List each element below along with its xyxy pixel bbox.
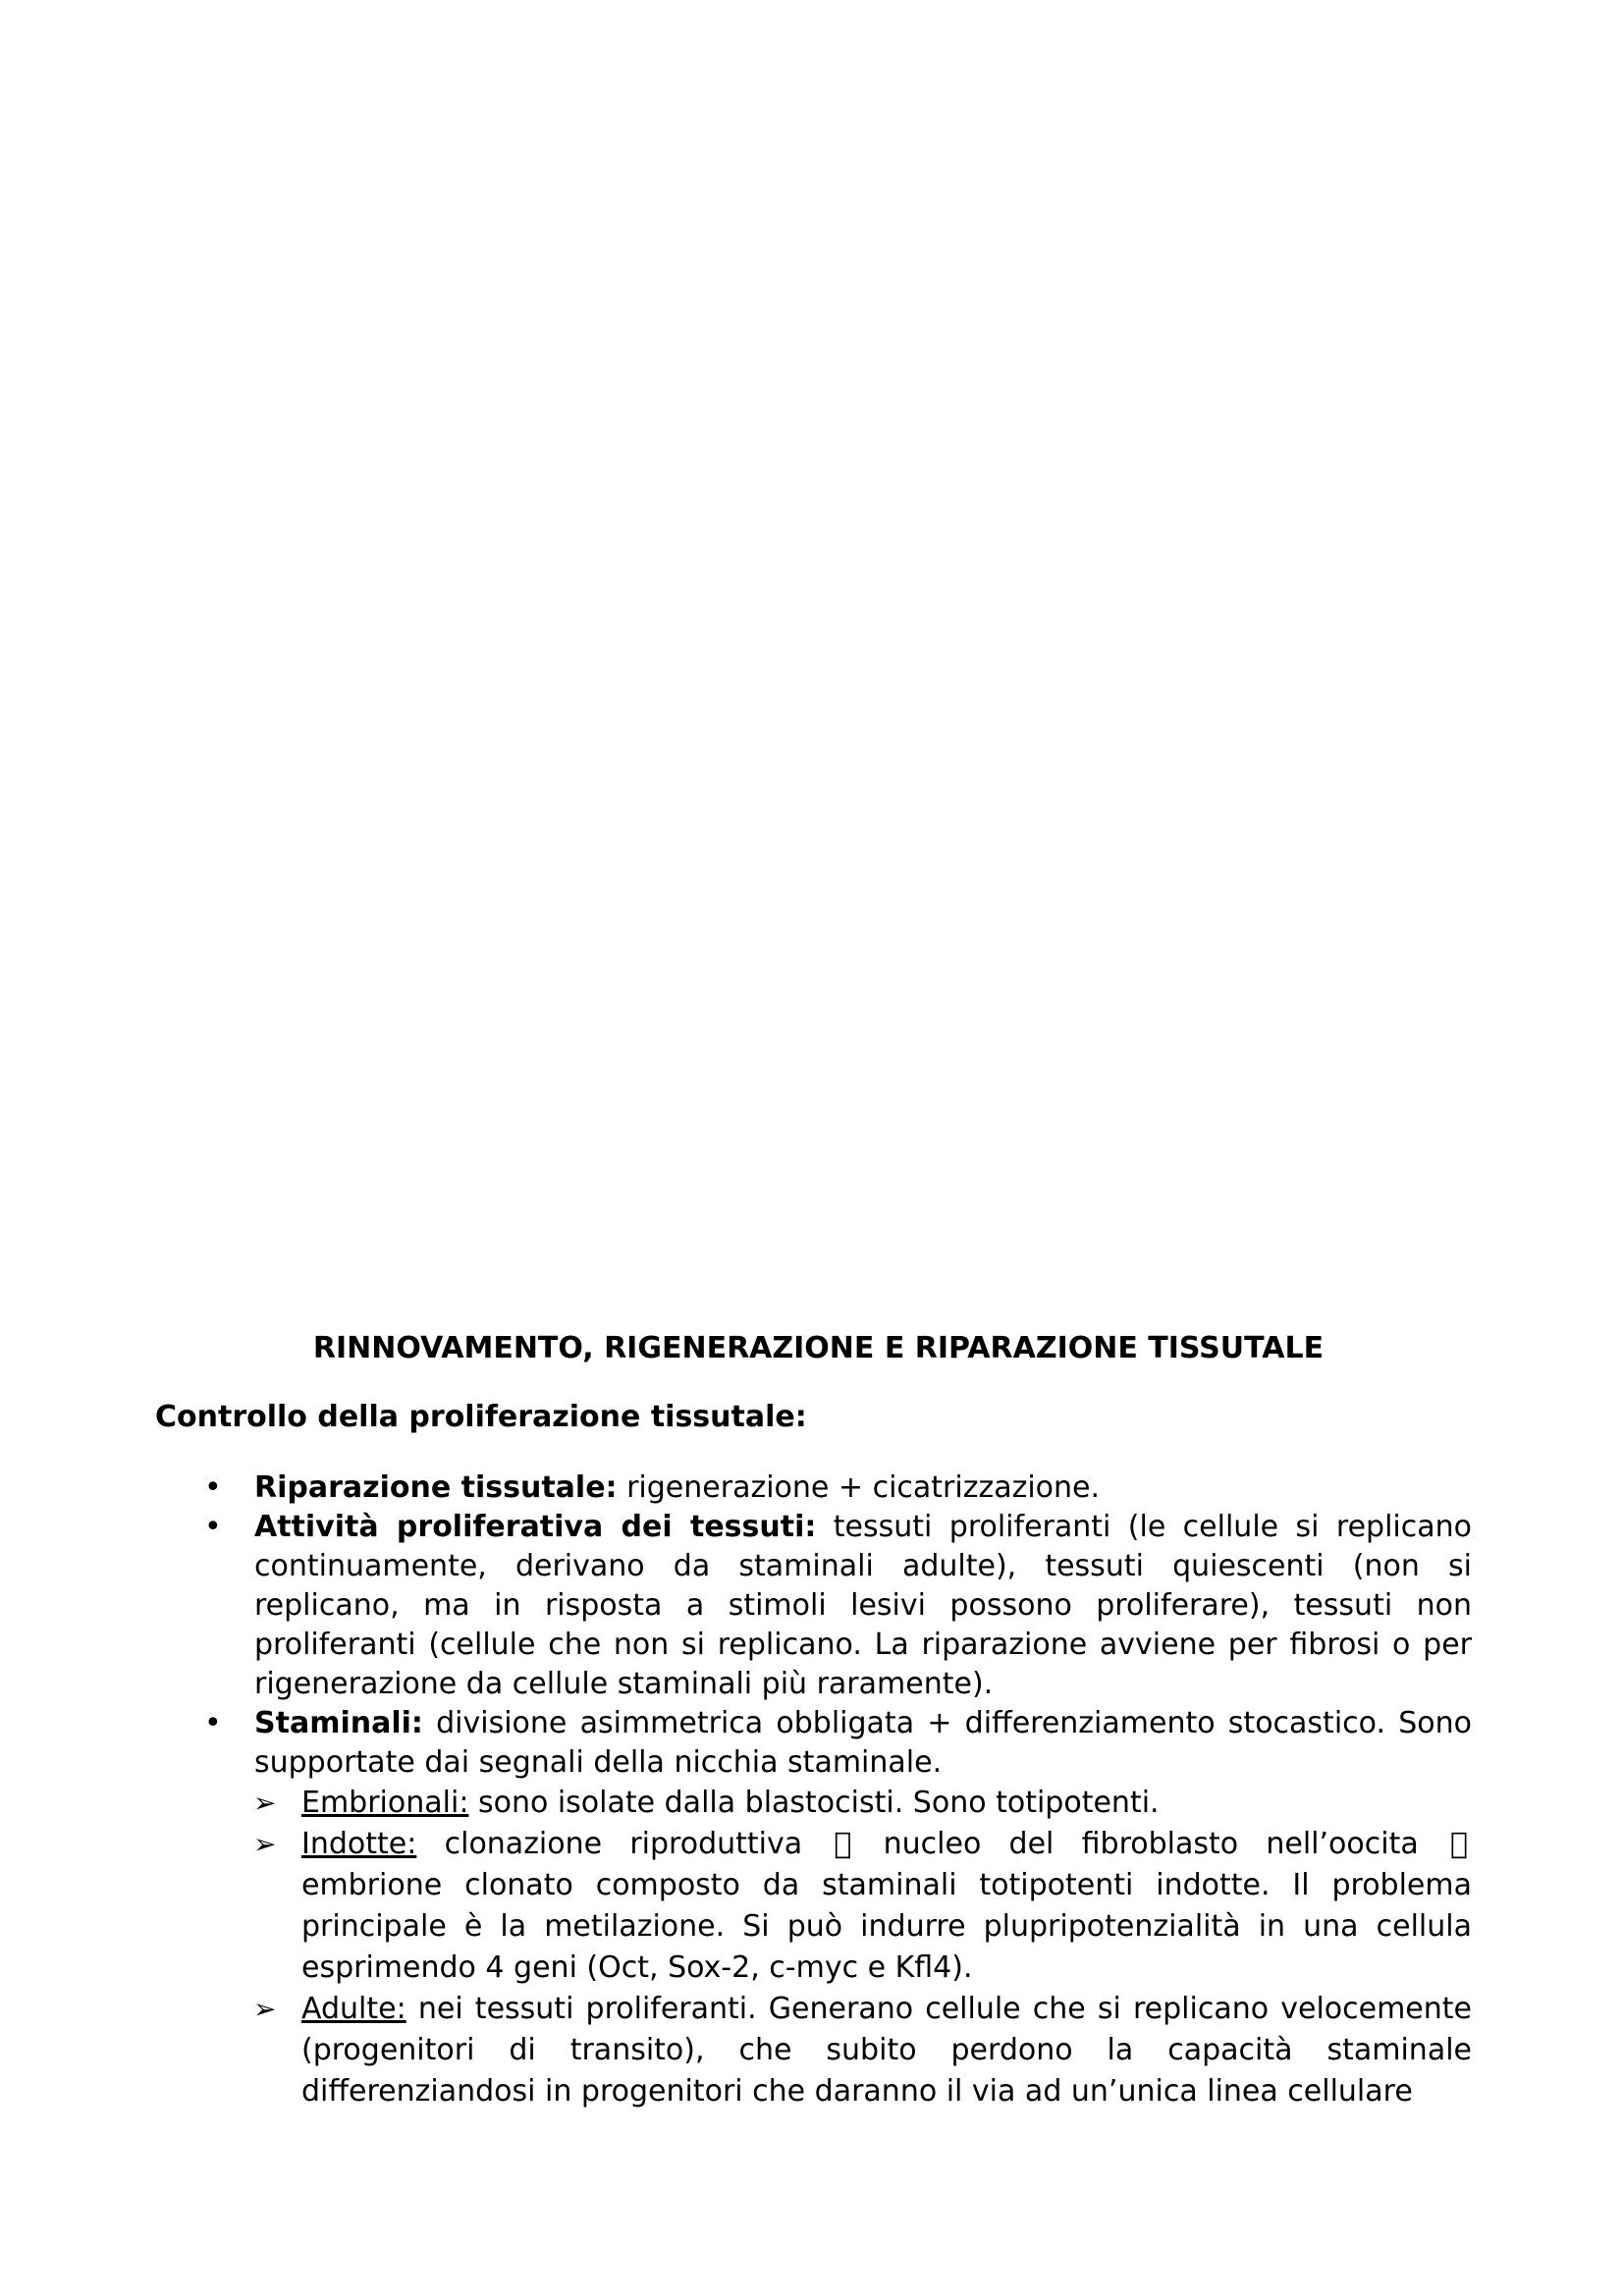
- sub-text: nucleo del fibroblasto nell’oocita: [855, 1827, 1446, 1861]
- arrow-bullet-icon: ➢: [253, 1828, 277, 1860]
- bullet-text: rigenerazione + cicatrizzazione.: [617, 1470, 1101, 1505]
- bullet-dot-icon: •: [204, 1470, 222, 1505]
- arrow-bullet-icon: ➢: [253, 1993, 277, 2025]
- bullet-item-attivita: [0, 1508, 1472, 1704]
- bullet-dot-icon: •: [204, 1510, 222, 1544]
- sub-text: nei tessuti proliferanti. Generano cellule che si replicano velocemente (progenitori di transito), che subito perdono la capacità staminale differenziandosi in progenitori che daranno il via ad un’unica linea cellulare: [301, 1992, 1472, 2109]
- sub-text: clonazione riproduttiva: [416, 1827, 831, 1861]
- bullet-item-staminali: [0, 1704, 1472, 2112]
- arrow-bullet-icon: ➢: [253, 1787, 277, 1819]
- sub-item-adulte: [0, 1989, 1472, 2112]
- bullet-item-riparazione: [0, 1468, 1472, 1508]
- document-body: [0, 1327, 1623, 2109]
- sub-term: Indotte:: [301, 1827, 417, 1861]
- bullet-term: Riparazione tissutale:: [254, 1470, 618, 1505]
- sub-text: sono isolate dalla blastocisti. Sono totipotenti.: [468, 1786, 1160, 1820]
- bullet-dot-icon: •: [204, 1706, 222, 1740]
- sub-item-embrionali: [0, 1783, 1472, 1824]
- sub-term: Adulte:: [301, 1992, 406, 2026]
- sub-item-indotte: [0, 1824, 1472, 1989]
- sub-list: [0, 1783, 1472, 2112]
- bullet-list: [0, 1468, 1623, 2112]
- bullet-text: divisione asimmetrica obbligata + differenziamento stocastico. Sono supportate dai segnali della nicchia staminale.: [254, 1706, 1472, 1780]
- bullet-term: Staminali:: [254, 1706, 423, 1740]
- bullet-term: Attività proliferativa dei tessuti:: [254, 1510, 817, 1544]
- section-heading: Controllo della proliferazione tissutale:: [155, 1400, 807, 1434]
- sub-term: Embrionali:: [301, 1786, 469, 1820]
- missing-glyph-icon: [1446, 1824, 1472, 1865]
- sub-text: embrione clonato composto da staminali totipotenti indotte. Il problema principale è la metilazione. Si può indurre plupripotenzialità in una cellula esprimendo 4 geni (Oct, Sox-2, c-myc e Kfl4).: [301, 1868, 1472, 1985]
- bullet-text: tessuti proliferanti (le cellule si replicano continuamente, derivano da staminali adulte), tessuti quiescenti (non si replicano, ma in risposta a stimoli lesivi possono proliferare), tessuti non proliferanti (cellule che non si replicano. La riparazione avviene per fibrosi o per rigenerazione da cellule staminali più raramente).: [254, 1510, 1472, 1701]
- missing-glyph-icon: [830, 1824, 855, 1865]
- document-title: RINNOVAMENTO, RIGENERAZIONE E RIPARAZIONE TISSUTALE: [312, 1331, 1325, 1365]
